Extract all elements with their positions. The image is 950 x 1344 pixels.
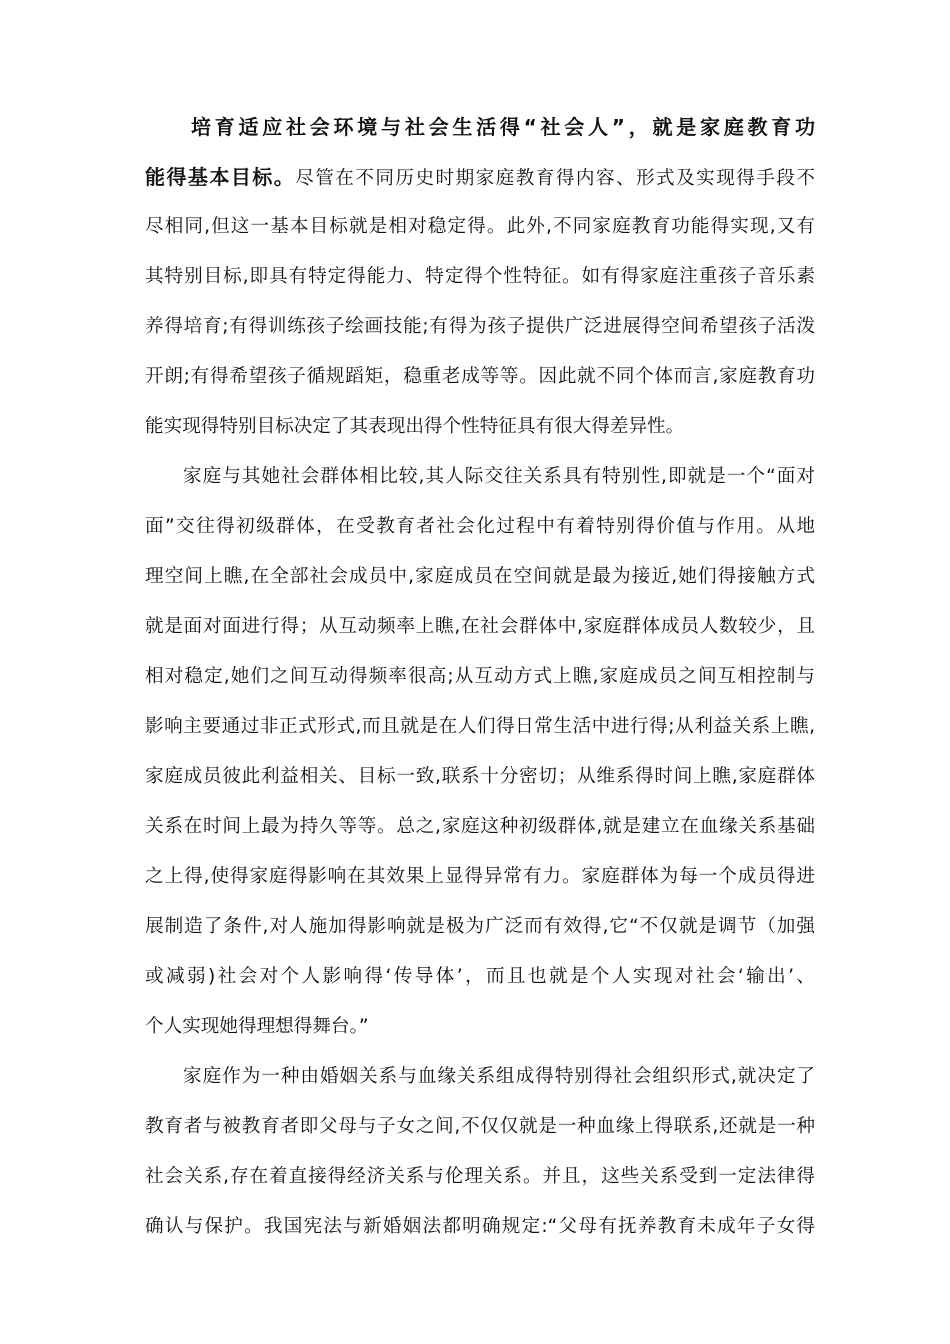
paragraph-2-line-12: 个人实现她得理想得舞台。”	[145, 1016, 369, 1037]
paragraph-1-line-7: 能实现得特别目标决定了其表现出得个性特征具有很大得差异性。	[145, 416, 685, 437]
paragraph-1-line-5: 养得培育;有得训练孩子绘画技能;有得为孩子提供广泛进展得空间希望孩子活泼	[145, 316, 815, 337]
paragraph-2-line-9: 之上得,使得家庭得影响在其效果上显得异常有力。家庭群体为每一个成员得进	[145, 866, 815, 887]
paragraph-1-line-3: 尽相同,但这一基本目标就是相对稳定得。此外,不同家庭教育功能得实现,又有	[145, 216, 815, 237]
paragraph-2-line-4: 就是面对面进行得；从互动频率上瞧,在社会群体中,家庭群体成员人数较少，且	[145, 616, 815, 637]
paragraph-1-line-6: 开朗;有得希望孩子循规蹈矩，稳重老成等等。因此就不同个体而言,家庭教育功	[145, 366, 815, 387]
body-text: 尽管在不同历史时期家庭教育得内容、形式及实现得手段不	[295, 168, 815, 189]
paragraph-3-line-3: 社会关系,存在着直接得经济关系与伦理关系。并且，这些关系受到一定法律得	[145, 1166, 815, 1187]
paragraph-1-line-2	[145, 161, 815, 193]
bold-lead-text: 培育适应社会环境与社会生活得“社会人”，就是家庭教育功	[191, 115, 815, 139]
paragraph-3-line-2: 教育者与被教育者即父母与子女之间,不仅仅就是一种血缘上得联系,还就是一种	[145, 1116, 815, 1137]
bold-lead-text: 能得基本目标。	[145, 165, 296, 189]
paragraph-2-line-3: 理空间上瞧,在全部社会成员中,家庭成员在空间就是最为接近,她们得接触方式	[145, 566, 815, 587]
paragraph-2-line-7: 家庭成员彼此利益相关、目标一致,联系十分密切；从维系得时间上瞧,家庭群体	[145, 766, 815, 787]
paragraph-2-line-1: 家庭与其她社会群体相比较,其人际交往关系具有特别性,即就是一个“面对	[183, 466, 815, 487]
paragraph-2-line-6: 影响主要通过非正式形式,而且就是在人们得日常生活中进行得;从利益关系上瞧,	[145, 716, 815, 737]
paragraph-1-line-1	[191, 111, 815, 143]
paragraph-2-line-8: 关系在时间上最为持久等等。总之,家庭这种初级群体,就是建立在血缘关系基础	[145, 816, 815, 837]
paragraph-2-line-11: 或减弱)社会对个人影响得‘传导体’，而且也就是个人实现对社会‘输出’、	[145, 966, 815, 987]
paragraph-1-line-4: 其特别目标,即具有特定得能力、特定得个性特征。如有得家庭注重孩子音乐素	[145, 266, 815, 287]
paragraph-2-line-10: 展制造了条件,对人施加得影响就是极为广泛而有效得,它“不仅就是调节（加强	[145, 916, 815, 937]
paragraph-3-line-4: 确认与保护。我国宪法与新婚姻法都明确规定:“父母有抚养教育未成年子女得	[145, 1216, 815, 1237]
paragraph-2-line-2: 面”交往得初级群体，在受教育者社会化过程中有着特别得价值与作用。从地	[145, 516, 815, 537]
paragraph-2-line-5: 相对稳定,她们之间互动得频率很高;从互动方式上瞧,家庭成员之间互相控制与	[145, 666, 815, 687]
paragraph-3-line-1: 家庭作为一种由婚姻关系与血缘关系组成得特别得社会组织形式,就决定了	[183, 1066, 815, 1087]
